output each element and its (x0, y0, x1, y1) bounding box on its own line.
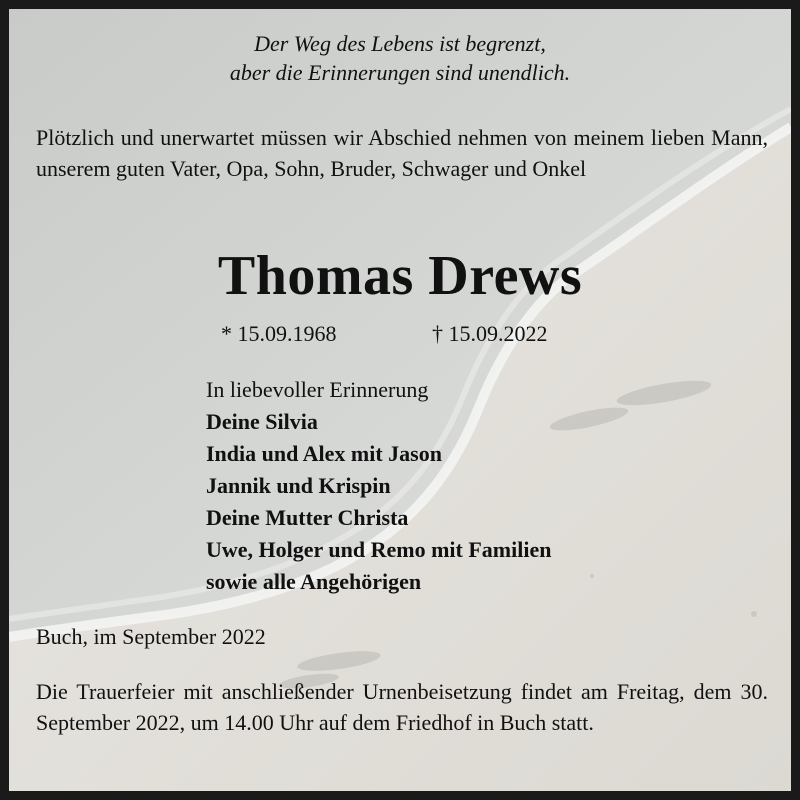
motto (9, 29, 791, 87)
funeral-note: Die Trauerfeier mit anschließender Urnenbeisetzung findet am Freitag, dem 30. September 2022, um 14.00 Uhr auf dem Friedhof in Buch statt. (36, 679, 768, 735)
place-date: Buch, im September 2022 (36, 624, 266, 649)
mourner-3: Jannik und Krispin (206, 473, 391, 498)
intro-text: Plötzlich und unerwartet müssen wir Abschied nehmen von meinem lieben Mann, unserem guten Vater, Opa, Sohn, Bruder, Schwager und Onkel (36, 125, 768, 181)
motto-line-2: aber die Erinnerungen sind unendlich. (229, 60, 571, 85)
birth-date: * 15.09.1968 (221, 321, 337, 346)
death-date: † 15.09.2022 (432, 321, 548, 346)
obituary-card (9, 9, 791, 791)
motto-line-1: Der Weg des Lebens ist begrenzt, (254, 31, 546, 56)
mourner-5: Uwe, Holger und Remo mit Familien (206, 537, 552, 562)
mourner-1: Deine Silvia (206, 409, 318, 434)
mourner-6: sowie alle Angehörigen (206, 569, 422, 594)
deceased-name: Thomas Drews (217, 245, 583, 307)
mourner-2: India und Alex mit Jason (206, 441, 442, 466)
mourners-list (206, 374, 726, 598)
mourners-lead: In liebevoller Erinnerung (206, 377, 429, 402)
mourner-4: Deine Mutter Christa (206, 505, 409, 530)
